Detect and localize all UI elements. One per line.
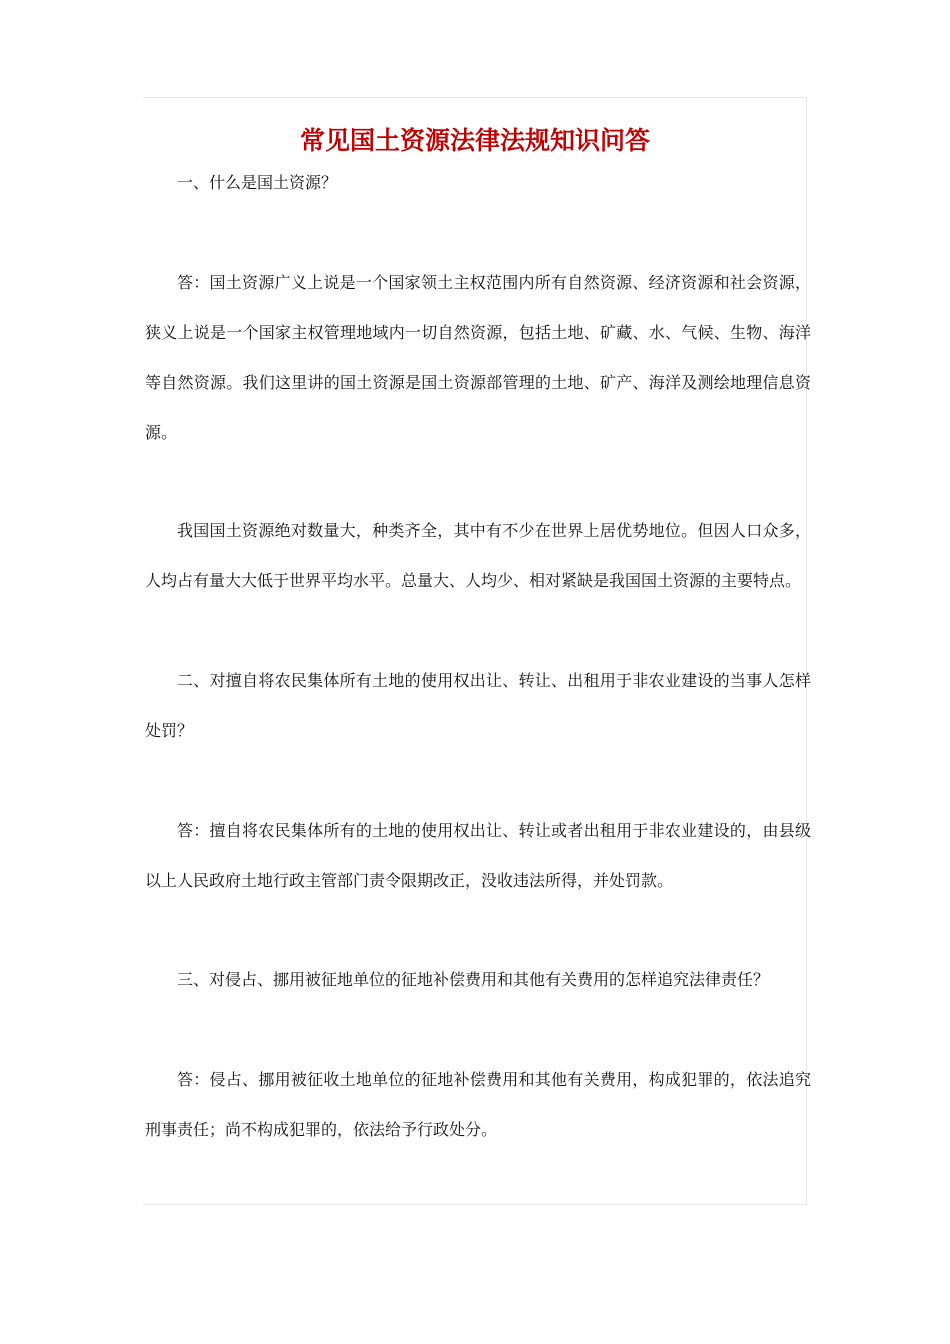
answer-3: 答：侵占、挪用被征收土地单位的征地补偿费用和其他有关费用，构成犯罪的，依法追究刑事责任；尚不构成犯罪的，依法给予行政处分。 xyxy=(145,1070,811,1139)
document-title: 常见国土资源法律法规知识问答 xyxy=(299,125,650,155)
answer-1-paragraph-1: 答：国土资源广义上说是一个国家领土主权范围内所有自然资源、经济资源和社会资源，狭义上说是一个国家主权管理地域内一切自然资源，包括土地、矿藏、水、气候、生物、海洋等自然资源。我们这里讲的国土资源是国土资源部管理的土地、矿产、海洋及测绘地理信息资源。 xyxy=(145,273,811,442)
question-2: 二、对擅自将农民集体所有土地的使用权出让、转让、出租用于非农业建设的当事人怎样处罚？ xyxy=(145,671,811,740)
question-3: 三、对侵占、挪用被征地单位的征地补偿费用和其他有关费用的怎样追究法律责任？ xyxy=(177,970,770,989)
answer-2: 答：擅自将农民集体所有的土地的使用权出让、转让或者出租用于非农业建设的，由县级以上人民政府土地行政主管部门责令限期改正，没收违法所得，并处罚款。 xyxy=(145,821,811,890)
answer-1-paragraph-2: 我国国土资源绝对数量大，种类齐全，其中有不少在世界上居优势地位。但因人口众多，人均占有量大大低于世界平均水平。总量大、人均少、相对紧缺是我国国土资源的主要特点。 xyxy=(145,521,811,590)
question-1: 一、什么是国土资源？ xyxy=(177,173,338,192)
